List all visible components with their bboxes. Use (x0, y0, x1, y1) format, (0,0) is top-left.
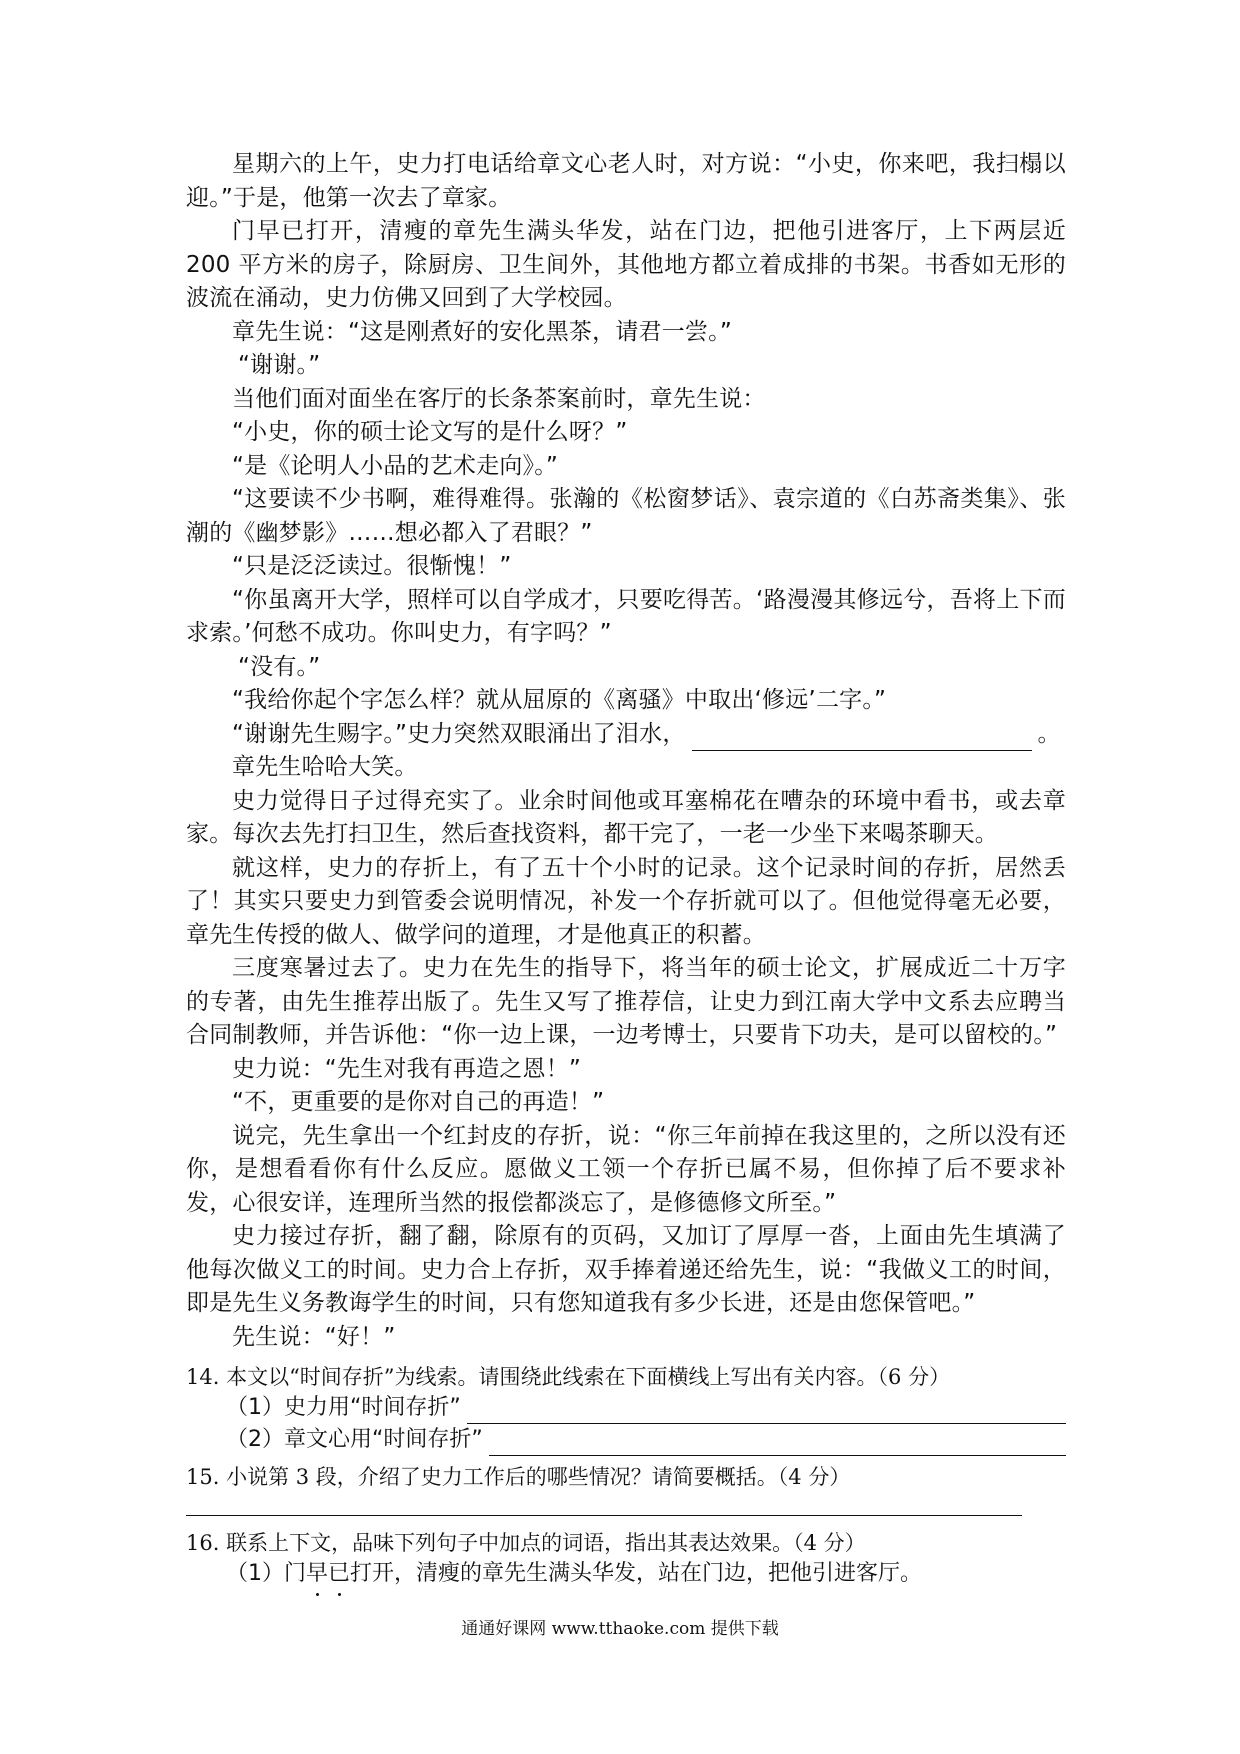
story-paragraph: “小史，你的硕士论文写的是什么呀？” (232, 419, 628, 445)
questions-section (186, 1362, 1066, 1590)
story-paragraph: 当他们面对面坐在客厅的长条茶案前时，章先生说： (232, 385, 766, 412)
fill-blank-suffix: 。 (1037, 720, 1061, 747)
story-paragraph: 就这样，史力的存折上，有了五十个小时的记录。这个记录时间的存折，居然丢了！其实只要史力到管委会说明情况，补发一个存折就可以了。但他觉得毫无必要，章先生传授的做人、做学问的道理，才是他真正的积蓄。 (186, 854, 1066, 948)
story-paragraph: “不，更重要的是你对自己的再造！” (232, 1089, 605, 1115)
story-paragraph: 先生说：“好！” (232, 1323, 396, 1350)
page-footer: 通通好课网 www.tthaoke.com 提供下载 (461, 1619, 779, 1639)
story-paragraph: 门早已打开，清瘦的章先生满头华发，站在门边，把他引进客厅，上下两层近 200 平方米的房子，除厨房、卫生间外，其他地方都立着成排的书架。书香如无形的波流在涌动，史力仿佛又回到了大学校园。 (186, 218, 1066, 311)
answer-line-14-2[interactable] (489, 1431, 1066, 1456)
story-paragraph: “我给你起个字怎么样？就从屈原的《离骚》中取出‘修远’二字。” (232, 687, 887, 713)
story-paragraph: 星期六的上午，史力打电话给章文心老人时，对方说：“小史，你来吧，我扫榻以迎。”于是，他第一次去了章家。 (186, 151, 1066, 211)
fill-blank-sentence (186, 718, 1066, 752)
answer-blank[interactable] (692, 728, 1032, 751)
answer-line-15[interactable] (186, 1514, 1022, 1516)
story-paragraph: 史力觉得日子过得充实了。业余时间他或耳塞棉花在嘈杂的环境中看书，或去章家。每次去先打扫卫生，然后查找资料，都干完了，一老一少坐下来喝茶聊天。 (186, 787, 1066, 847)
story-paragraph: “是《论明人小品的艺术走向》。” (232, 452, 559, 479)
question-16-1-post: 打开，清瘦的章先生满头华发，站在门边，把他引进客厅。 (350, 1561, 923, 1586)
story-paragraph: “这要读不少书啊，难得难得。张瀚的《松窗梦话》、袁宗道的《白苏斋类集》、张潮的《幽梦影》……想必都入了君眼？” (186, 486, 1066, 546)
story-paragraph: 三度寒暑过去了。史力在先生的指导下，将当年的硕士论文，扩展成近二十万字的专著，由先生推荐出版了。先生又写了推荐信，让史力到江南大学中文系去应聘当合同制教师，并告诉他：“你一边上课，一边考博士，只要肯下功夫，是可以留校的。” (186, 955, 1066, 1048)
question-14: 14. 本文以“时间存折”为线索。请围绕此线索在下面横线上写出有关内容。（6 分） (186, 1365, 951, 1389)
question-16-1-pre: （1）门 (226, 1561, 306, 1586)
story-paragraph: “只是泛泛读过。很惭愧！” (232, 553, 512, 579)
question-14-2 (186, 1424, 1066, 1456)
story-paragraph: 说完，先生拿出一个红封皮的存折，说：“你三年前掉在我这里的，之所以没有还你，是想看看你有什么反应。愿做义工领一个存折已属不易，但你掉了后不要求补发，心很安详，连理所当然的报偿都淡忘了，是修德修文所至。” (186, 1122, 1066, 1216)
story-paragraph: “没有。” (238, 653, 321, 680)
story-text (186, 148, 1066, 1354)
story-paragraph: 章先生哈哈大笑。 (232, 754, 418, 780)
question-14-1-label: （1）史力用“时间存折” (226, 1395, 461, 1420)
answer-line-14-1[interactable] (467, 1399, 1066, 1424)
question-14-2-label: （2）章文心用“时间存折” (226, 1427, 483, 1452)
story-paragraph: 史力接过存折，翻了翻，除原有的页码，又加订了厚厚一沓，上面由先生填满了他每次做义工的时间。史力合上存折，双手捧着递还给先生，说：“我做义工的时间，即是先生义务教诲学生的时间，只有您知道我有多少长进，还是由您保管吧。” (186, 1223, 1066, 1316)
story-paragraph: “你虽离开大学，照样可以自学成才，只要吃得苦。‘路漫漫其修远兮，吾将上下而求索。’何愁不成功。你叫史力，有字吗？” (186, 586, 1066, 646)
fill-blank-prefix: “谢谢先生赐字。”史力突然双眼涌出了泪水， (232, 720, 686, 747)
dotted-word: 已 (328, 1558, 350, 1590)
story-paragraph: 史力说：“先生对我有再造之恩！” (232, 1055, 582, 1082)
story-paragraph: “谢谢。” (238, 352, 321, 378)
question-16: 16. 联系上下文，品味下列句子中加点的词语，指出其表达效果。（4 分） (186, 1531, 866, 1555)
dotted-word: 早 (306, 1558, 328, 1590)
question-16-1 (186, 1558, 1066, 1590)
question-14-1 (186, 1392, 1066, 1424)
question-15: 15. 小说第 3 段，介绍了史力工作后的哪些情况？请简要概括。（4 分） (186, 1465, 851, 1489)
story-paragraph: 章先生说：“这是刚煮好的安化黑茶，请君一尝。” (232, 318, 732, 345)
